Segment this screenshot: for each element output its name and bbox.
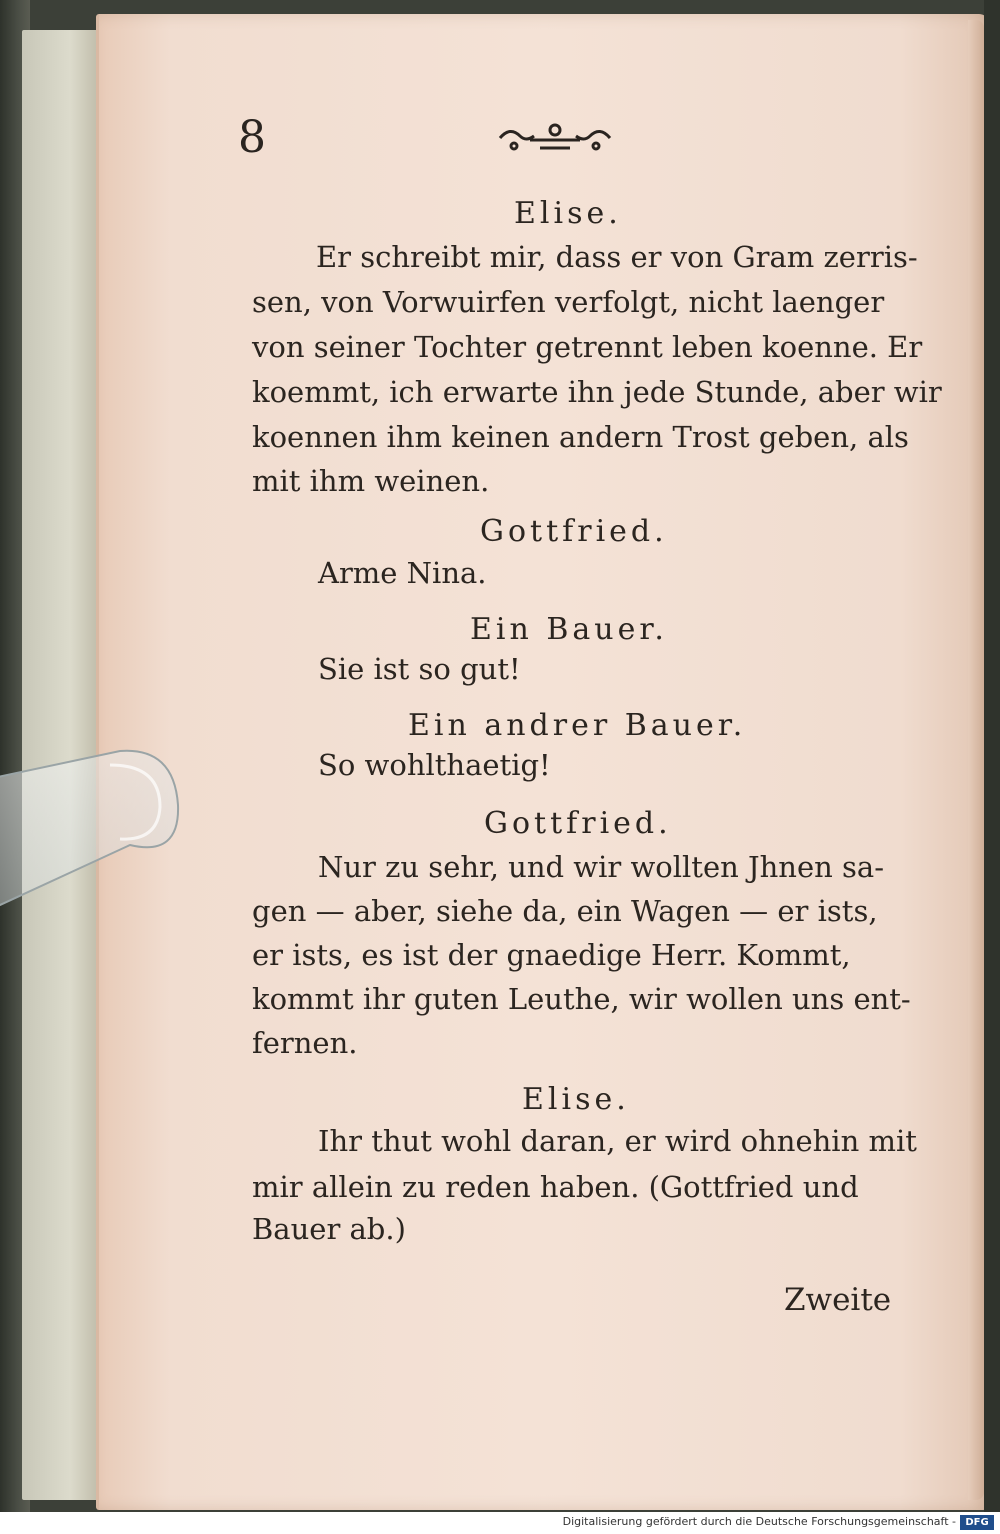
text-line: Er schreibt mir, dass er von Gram zerris- — [316, 240, 918, 274]
speaker-elise: Elise. — [514, 196, 622, 231]
text-line: er ists, es ist der gnaedige Herr. Kommt, — [252, 938, 851, 972]
text-line: Arme Nina. — [318, 556, 487, 590]
book-cover-right — [984, 0, 1000, 1534]
text-line: kommt ihr guten Leuthe, wir wollen uns ent- — [252, 982, 911, 1016]
speaker-elise: Elise. — [522, 1082, 630, 1117]
text-line: Sie ist so gut! — [318, 652, 521, 686]
text-line: Nur zu sehr, und wir wollten Jhnen sa- — [318, 850, 885, 884]
catchword: Zweite — [784, 1282, 892, 1318]
page-clip-icon — [0, 745, 185, 913]
text-line: So wohlthaetig! — [318, 748, 551, 782]
text-line: Bauer ab.) — [252, 1212, 406, 1246]
speaker-bauer: Ein Bauer. — [470, 612, 668, 647]
page-edge — [968, 20, 984, 1500]
text-line: sen, von Vorwuirfen verfolgt, nicht laenger — [252, 285, 885, 319]
text-line: Ihr thut wohl daran, er wird ohnehin mit — [318, 1124, 917, 1158]
text-line: fernen. — [252, 1026, 358, 1060]
footer-credit: Digitalisierung gefördert durch die Deutsche Forschungsgemeinschaft - — [562, 1515, 956, 1528]
text-line: mit ihm weinen. — [252, 464, 490, 498]
text-line: gen — aber, siehe da, ein Wagen — er ists, — [252, 894, 878, 928]
speaker-gottfried: Gottfried. — [480, 514, 668, 549]
text-line: koemmt, ich erwarte ihn jede Stunde, aber wir — [252, 375, 942, 409]
text-line: von seiner Tochter getrennt leben koenne. Er — [252, 330, 923, 364]
page-number: 8 — [238, 112, 266, 163]
dfg-logo: DFG — [960, 1515, 994, 1530]
speaker-gottfried: Gottfried. — [484, 806, 672, 841]
ornament-icon — [490, 118, 620, 158]
speaker-andrer-bauer: Ein andrer Bauer. — [408, 708, 747, 743]
text-line: mir allein zu reden haben. (Gottfried und — [252, 1170, 859, 1204]
text-line: koennen ihm keinen andern Trost geben, als — [252, 420, 909, 454]
